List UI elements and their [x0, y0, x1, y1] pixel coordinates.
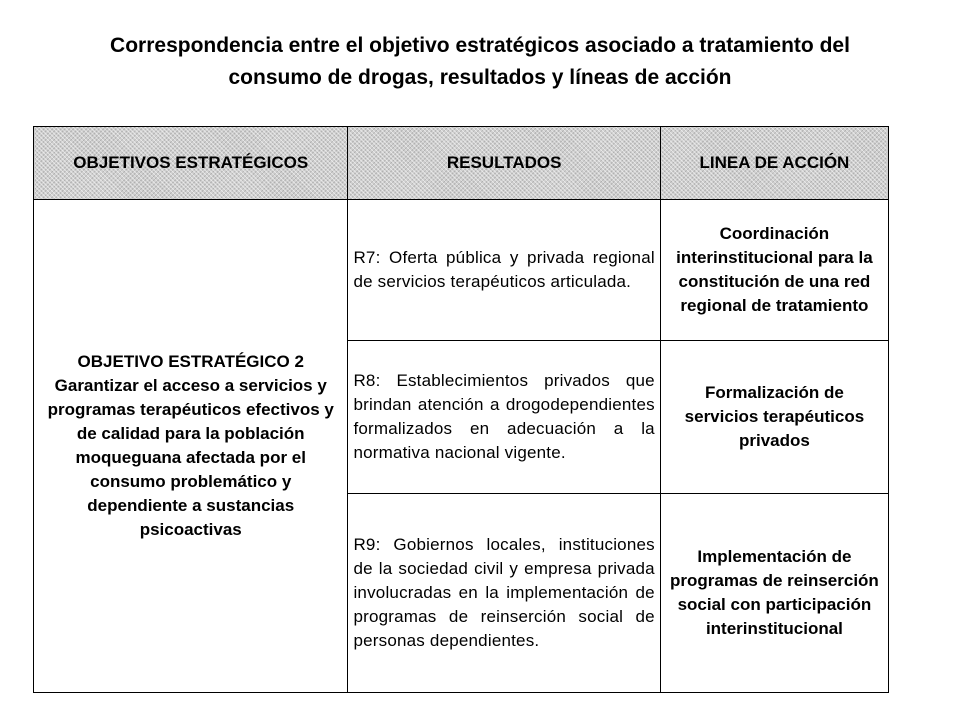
objective-heading: OBJETIVO ESTRATÉGICO 2	[77, 352, 304, 371]
objectives-table	[33, 126, 889, 693]
title-line-2: consumo de drogas, resultados y líneas de acción	[228, 66, 732, 89]
objective-cell	[34, 200, 348, 693]
action-line-cell-r9: Implementación de programas de reinserción social con participación interinstitucional	[660, 494, 888, 693]
header-objectives: OBJETIVOS ESTRATÉGICOS	[34, 127, 348, 200]
header-results: RESULTADOS	[348, 127, 660, 200]
action-line-cell-r8: Formalización de servicios terapéuticos privados	[660, 341, 888, 494]
result-cell-r7: R7: Oferta pública y privada regional de servicios terapéuticos articulada.	[348, 200, 660, 341]
title-line-1: Correspondencia entre el objetivo estratégicos asociado a tratamiento del	[110, 34, 850, 57]
action-line-cell-r7: Coordinación interinstitucional para la constitución de una red regional de tratamiento	[660, 200, 888, 341]
objective-text: Garantizar el acceso a servicios y programas terapéuticos efectivos y de calidad para la población moqueguana afectada por el consumo problemático y dependiente a sustancias psicoactivas	[47, 376, 334, 539]
document-title	[40, 30, 920, 94]
table-row	[34, 200, 889, 341]
result-cell-r8: R8: Establecimientos privados que brindan atención a drogodependientes formalizados en adecuación a la normativa nacional vigente.	[348, 341, 660, 494]
table-header-row	[34, 127, 889, 200]
result-cell-r9: R9: Gobiernos locales, instituciones de la sociedad civil y empresa privada involucradas en la implementación de programas de reinserción social de personas dependientes.	[348, 494, 660, 693]
header-action-line: LINEA DE ACCIÓN	[660, 127, 888, 200]
